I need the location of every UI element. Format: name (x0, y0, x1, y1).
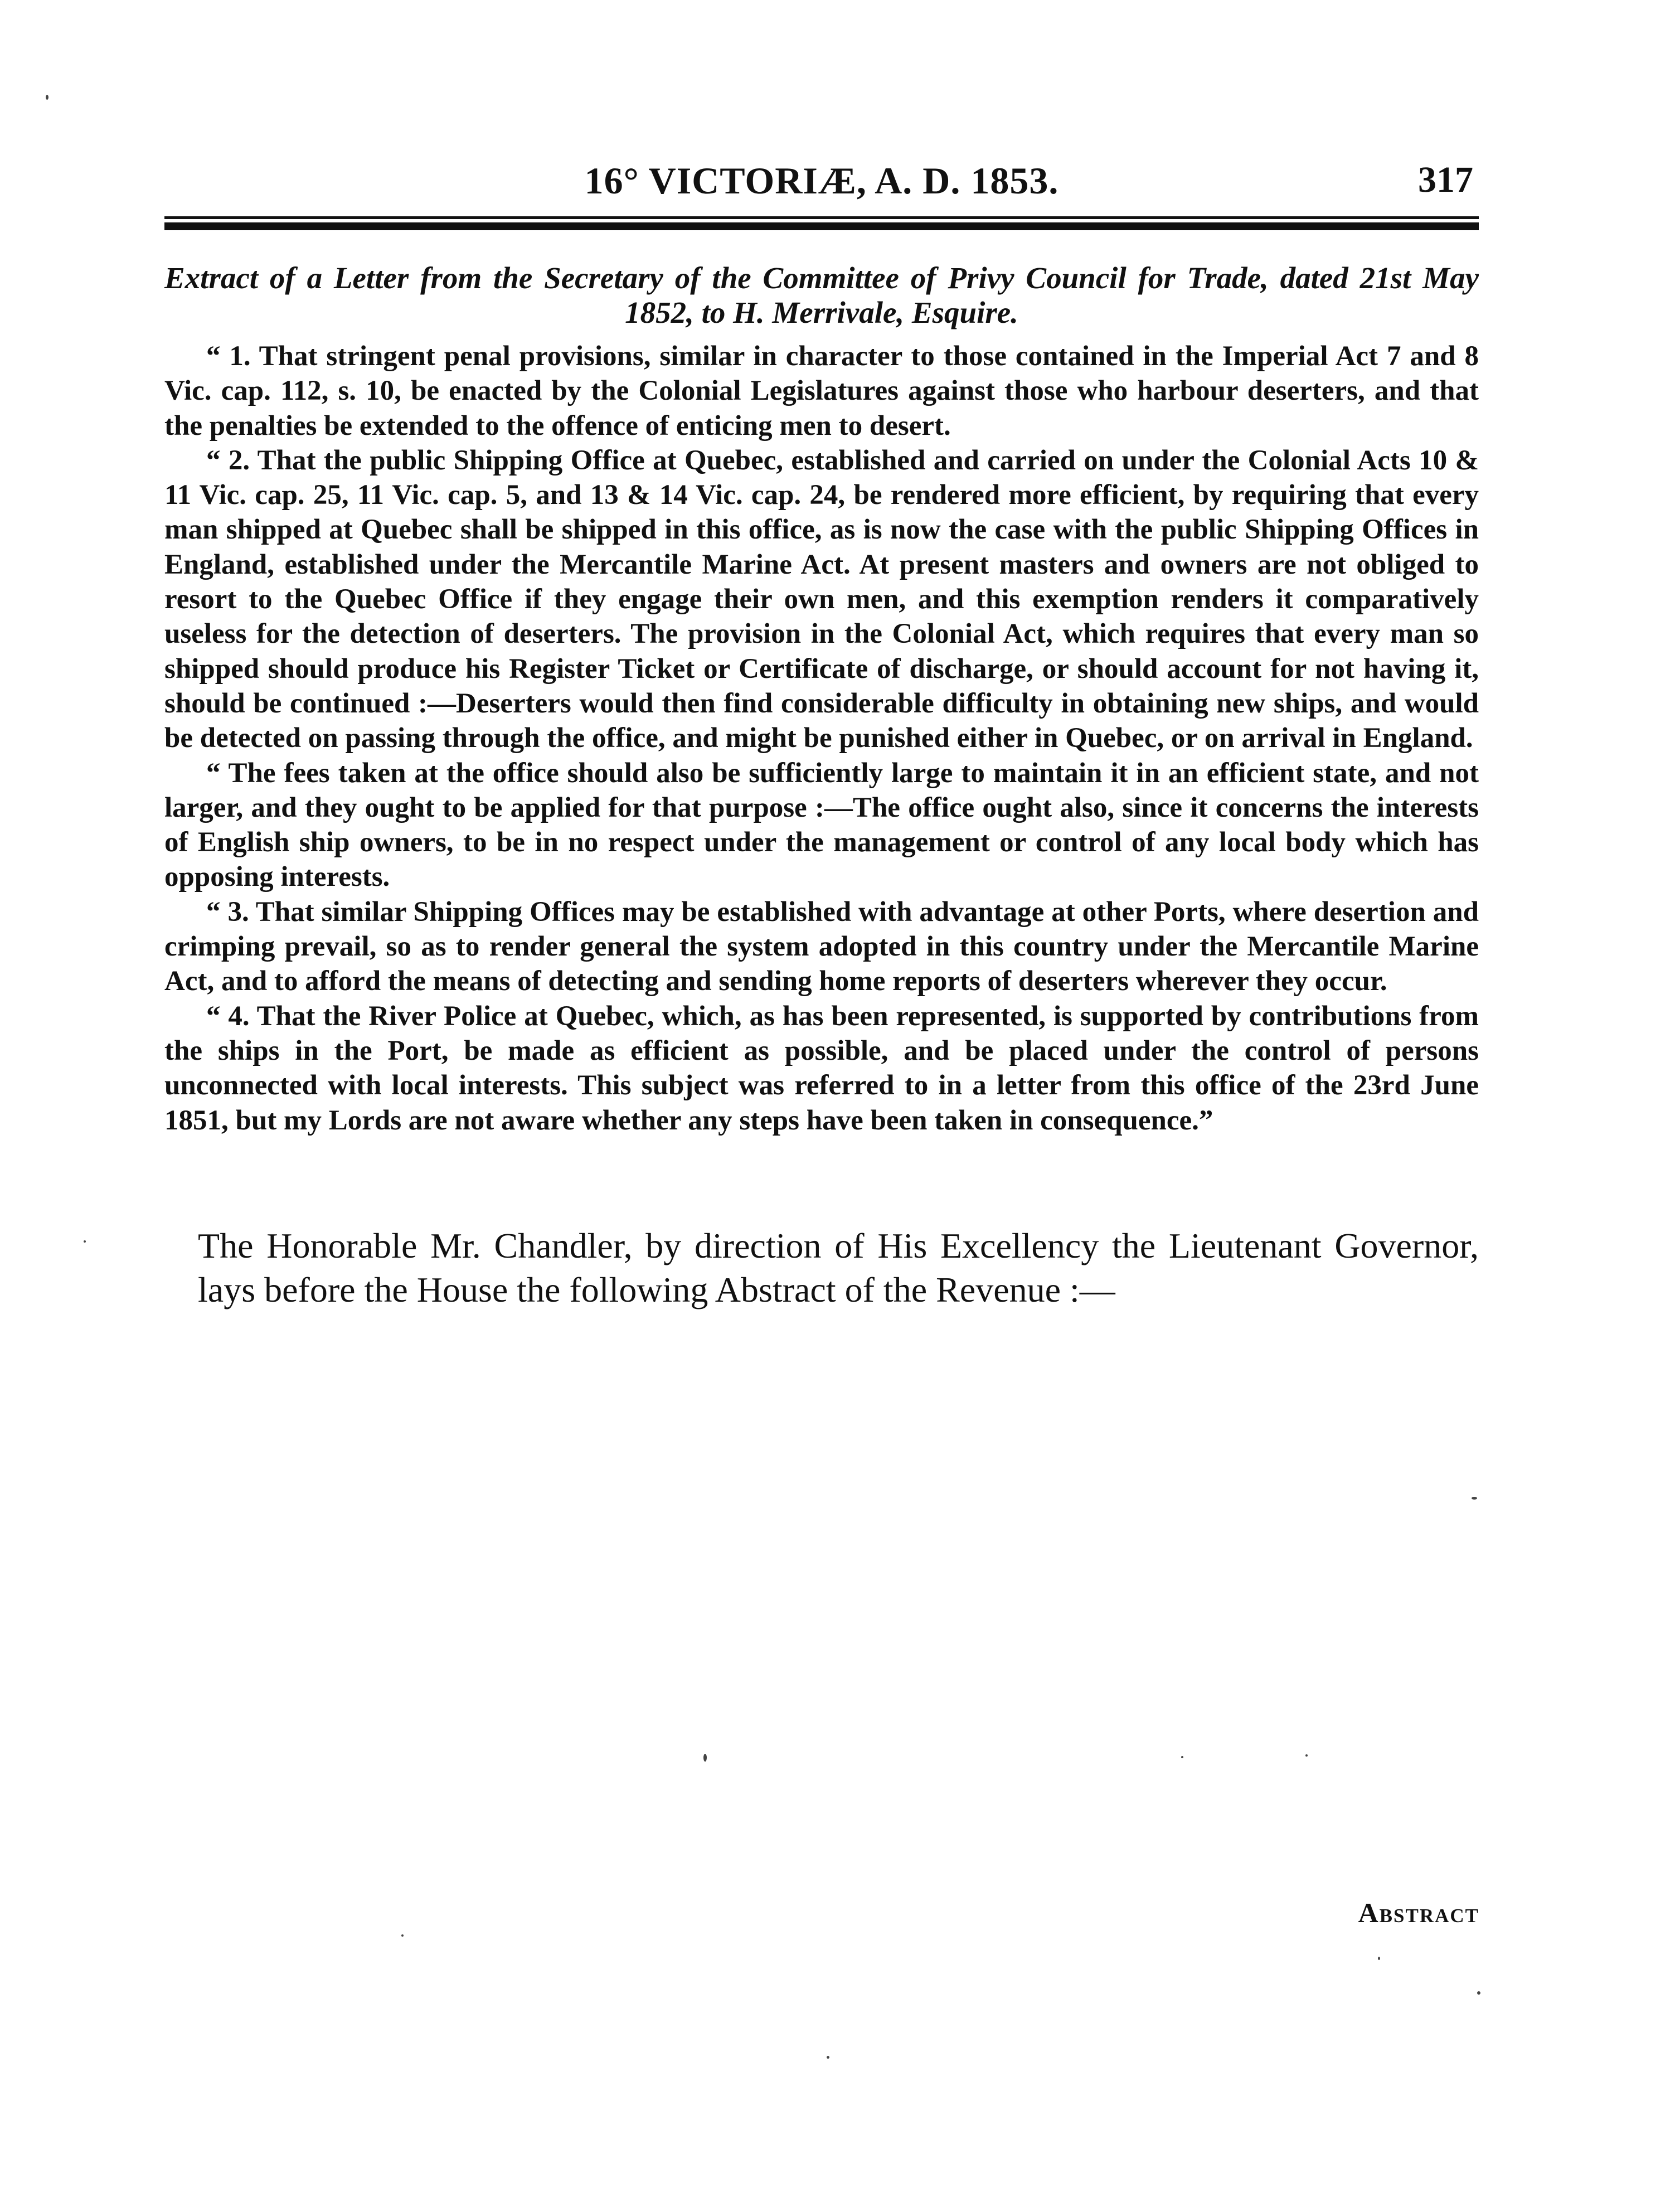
header-rule-thick (164, 222, 1479, 230)
catchword: Abstract (1358, 1897, 1479, 1928)
scan-speck (703, 1754, 707, 1762)
letter-paragraph: “ 3. That similar Shipping Offices may be established with advantage at other Ports, where desertion and crimping prevail, so as to render general the system adopted in this country under the Mercantile Marine Act, and to afford the means of detecting and sending home reports of deserters wherever they occur. (164, 896, 1479, 997)
scan-speck (1305, 1754, 1308, 1757)
letter-paragraph: “ 4. That the River Police at Quebec, which, as has been represented, is supported by contributions from the ships in the Port, be made as efficient as possible, and be placed under the control of persons unconnected with local interests. This subject was referred to in a letter from this office of the 23rd June 1851, but my Lords are not aware whether any steps have been taken in consequence.” (164, 1000, 1479, 1136)
running-title: 16° VICTORIÆ, A. D. 1853. (584, 159, 1059, 202)
scan-speck (84, 1240, 86, 1243)
scan-speck (401, 1934, 404, 1937)
letter-body (164, 339, 1479, 1138)
page-number: 317 (1418, 159, 1473, 200)
intro-paragraph: The Honorable Mr. Chandler, by direction of His Excellency the Lieutenant Governor, lays before the House the following Abstract of the Revenue :— (198, 1226, 1479, 1309)
scan-speck (827, 2056, 829, 2059)
scan-speck (1181, 1756, 1183, 1758)
letter-paragraph: “ 2. That the public Shipping Office at Quebec, established and carried on under the Colonial Acts 10 & 11 Vic. cap. 25, 11 Vic. cap. 5, and 13 & 14 Vic. cap. 24, be rendered more efficient, by requiring that every man shipped at Quebec shall be shipped in this office, as is now the case with the public Shipping Offices in England, established under the Mercantile Marine Act. At present masters and owners are not obliged to resort to the Quebec Office if they engage their own men, and this exemption renders it comparatively useless for the detection of deserters. The provision in the Colonial Act, which requires that every man so shipped should produce his Register Ticket or Certificate of discharge, or should account for not having it, should be continued :—Deserters would then find considerable difficulty in obtaining new ships, and would be detected on passing through the office, and might be punished either in Quebec, or on arrival in England. (164, 444, 1479, 754)
scan-speck (46, 95, 48, 100)
scan-speck (1378, 1957, 1380, 1960)
header-rule-thin (164, 216, 1479, 219)
letter-paragraph: “ The fees taken at the office should also be sufficiently large to maintain it in an efficient state, and not larger, and they ought to be applied for that purpose :—The office ought also, since it concerns the interests of English ship owners, to be in no respect under the management or control of any local body which has opposing interests. (164, 757, 1479, 893)
running-head (164, 159, 1479, 209)
extract-heading: Extract of a Letter from the Secretary of the Committee of Privy Council for Trade, dated 21st May 1852, to H. Merrivale, Esquire. (164, 261, 1479, 329)
letter-paragraph: “ 1. That stringent penal provisions, similar in character to those contained in the Imperial Act 7 and 8 Vic. cap. 112, s. 10, be enacted by the Colonial Legislatures against those who harbour deserters, and that the penalties be extended to the offence of enticing men to desert. (164, 341, 1479, 442)
header-rule (164, 216, 1479, 239)
scan-speck (1477, 1991, 1480, 1995)
scan-speck (1472, 1497, 1477, 1500)
